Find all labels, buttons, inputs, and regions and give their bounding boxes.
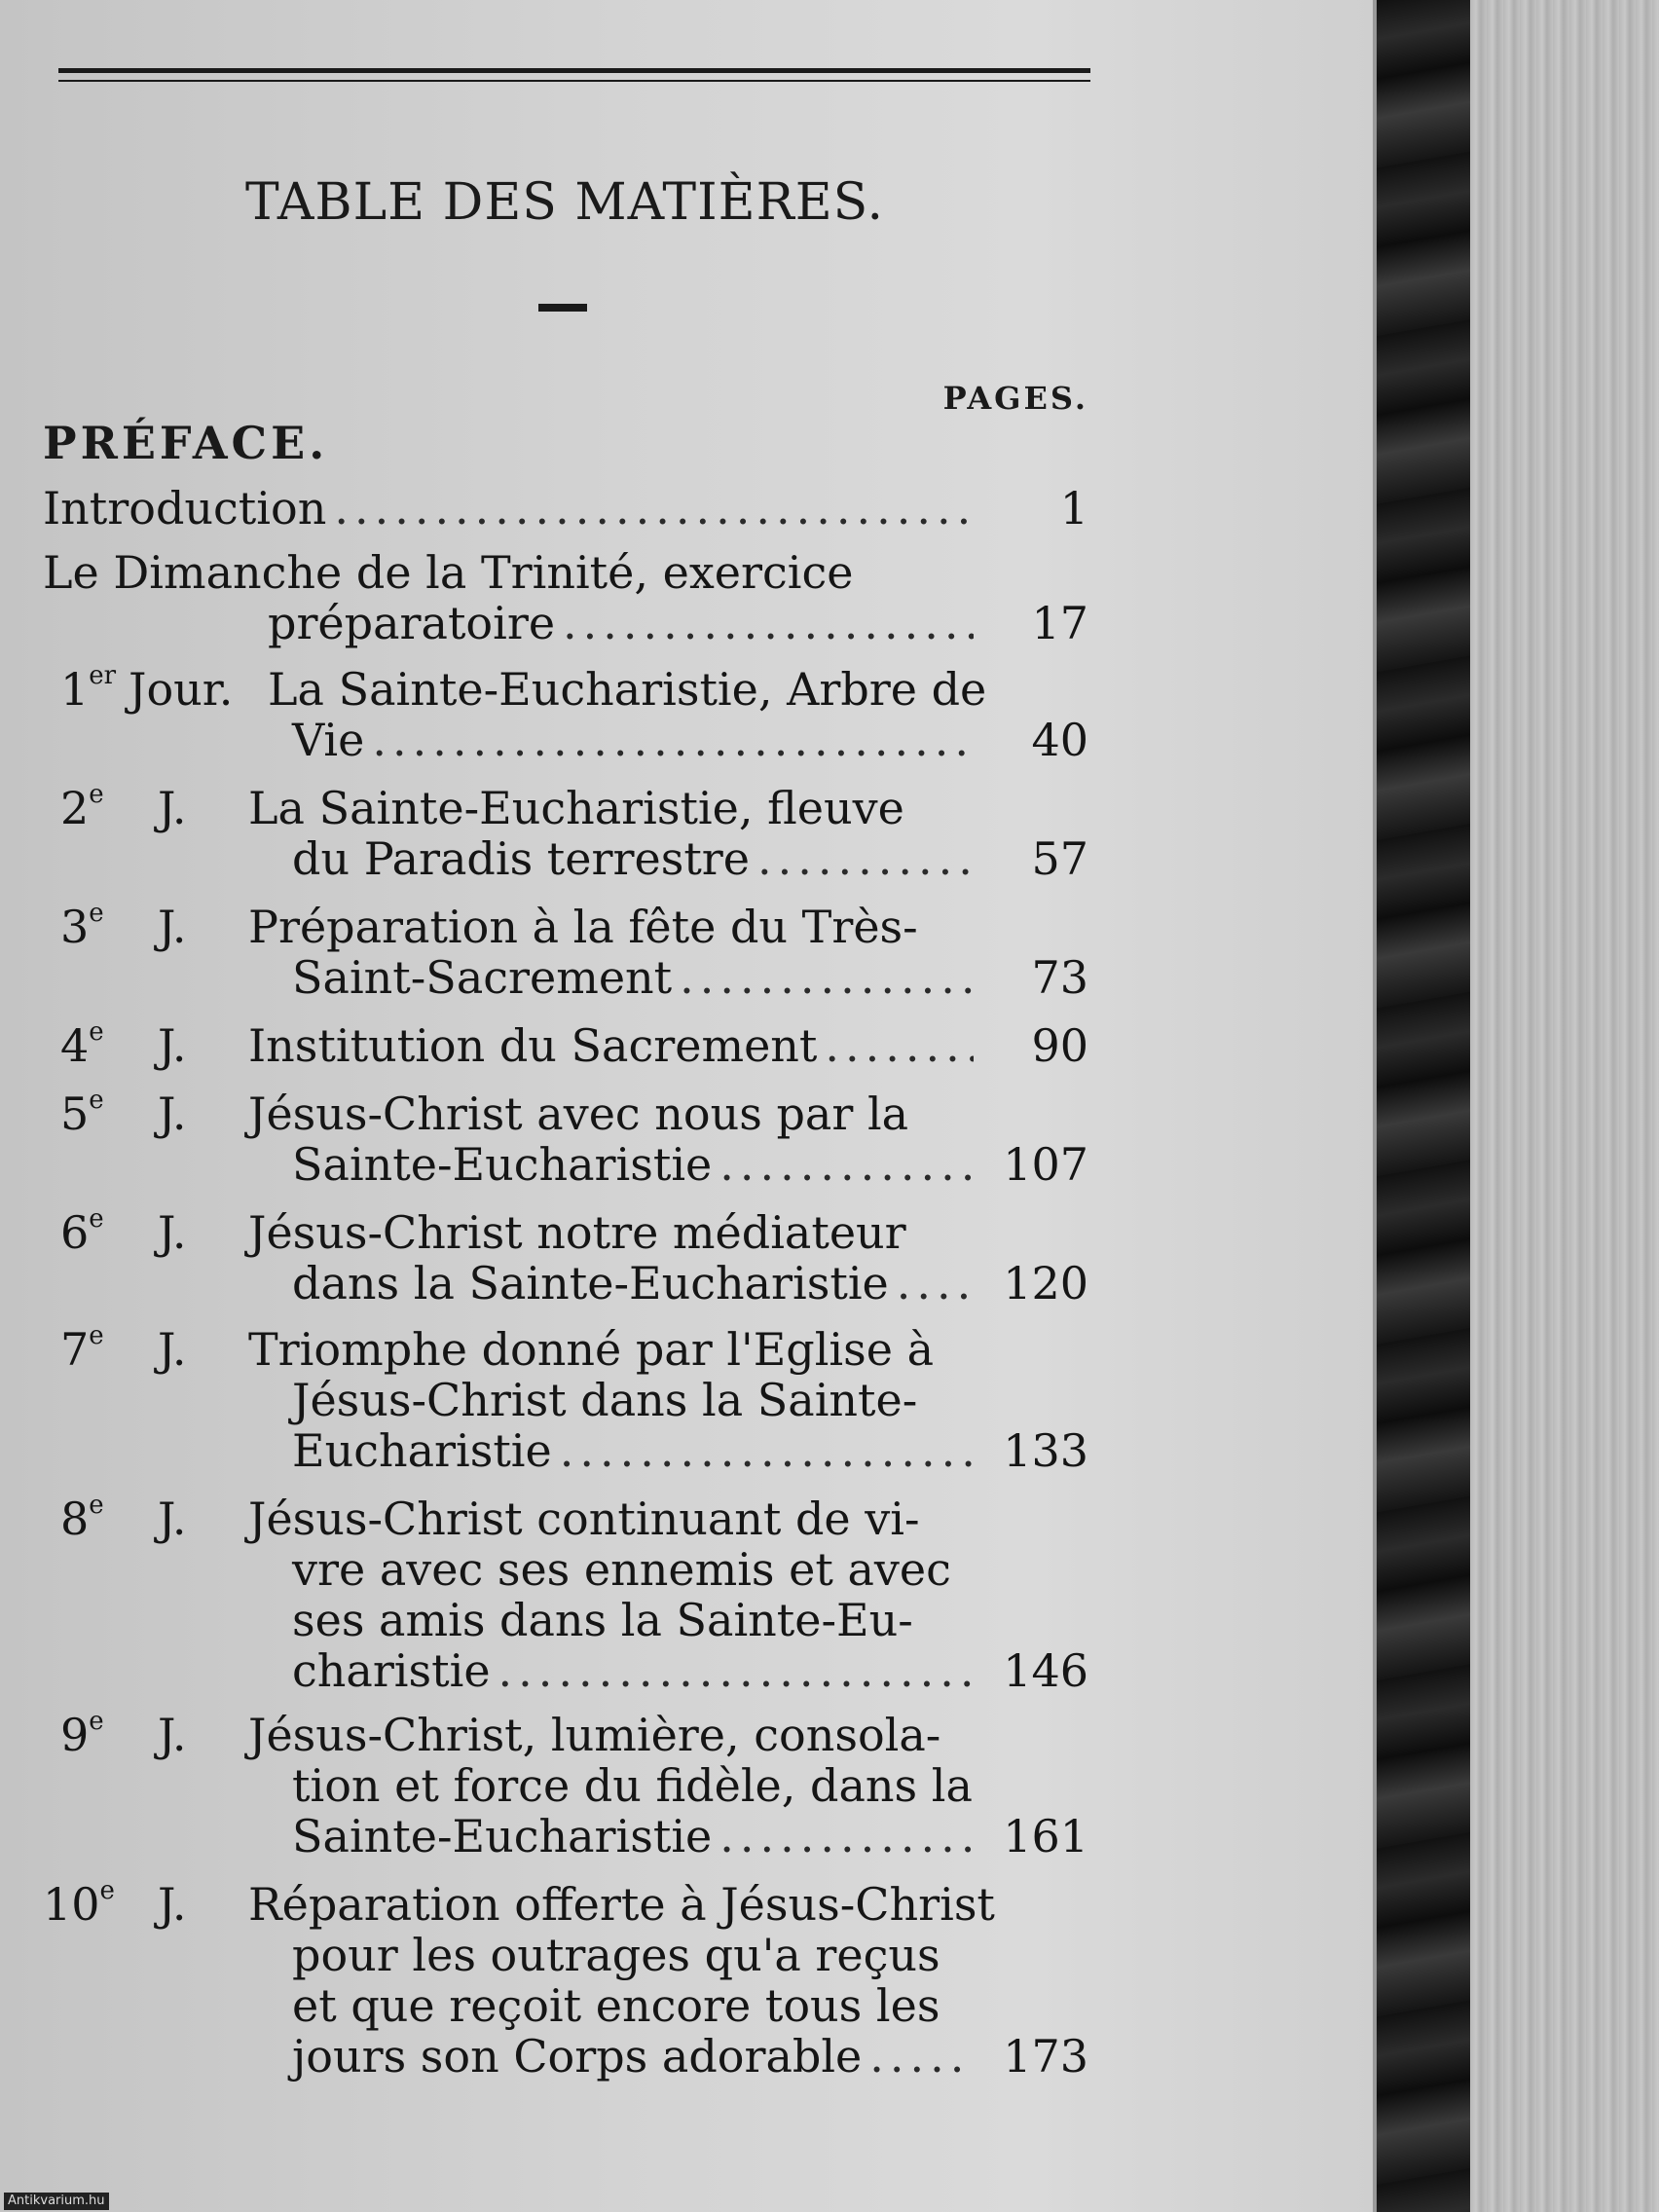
pages-column-label: PAGES. bbox=[942, 380, 1088, 417]
entry-title: Le Dimanche de la Trinité, exercice préparatoire ..... bbox=[43, 547, 983, 648]
entry-day-label: J. bbox=[158, 1206, 187, 1259]
dot-leader bbox=[757, 833, 974, 884]
entry-number: 8e bbox=[60, 1491, 104, 1545]
top-rule bbox=[58, 68, 1090, 73]
toc-entry bbox=[0, 1321, 1373, 1477]
toc-entry bbox=[0, 483, 1373, 534]
toc-entry bbox=[0, 1493, 1373, 1696]
cover-board bbox=[1470, 0, 1659, 2212]
book-spine bbox=[1373, 0, 1474, 2212]
toc-entry bbox=[0, 1876, 1373, 2083]
page-title: TABLE DES MATIÈRES. bbox=[245, 173, 884, 232]
entry-title: Introduction ..... bbox=[43, 483, 974, 534]
title-dash bbox=[538, 304, 587, 312]
entry-day-label: J. bbox=[158, 1878, 187, 1931]
entry-page-number: 57 bbox=[1031, 832, 1088, 885]
entry-day-label: J. bbox=[158, 1019, 187, 1072]
entry-title: Institution du Sacrement ..... bbox=[248, 1020, 974, 1071]
dot-leader bbox=[372, 715, 974, 765]
entry-page-number: 17 bbox=[1031, 597, 1088, 649]
watermark: Antikvarium.hu bbox=[4, 2193, 109, 2210]
toc-entry bbox=[0, 661, 1373, 766]
dot-leader bbox=[869, 2031, 974, 2082]
preface-heading: PRÉFACE. bbox=[43, 417, 329, 469]
entry-number: 5e bbox=[60, 1086, 104, 1140]
entry-day-label: J. bbox=[158, 1493, 187, 1545]
entry-title: La Sainte-Eucharistie, fleuve du Paradis terrestre ..... bbox=[248, 783, 983, 884]
entry-title: Triomphe donné par l'Eglise à Jésus-Christ dans la Sainte- Eucharistie ..... bbox=[248, 1324, 983, 1476]
entry-page-number: 161 bbox=[1003, 1810, 1088, 1862]
dot-leader bbox=[825, 1020, 974, 1071]
entry-number: 9e bbox=[60, 1707, 104, 1761]
entry-day-label: J. bbox=[158, 1088, 187, 1140]
entry-number: 6e bbox=[60, 1204, 104, 1259]
entry-number: 2e bbox=[60, 780, 104, 834]
toc-entry bbox=[0, 1204, 1373, 1309]
entry-title: Jésus-Christ, lumière, consola- tion et force du fidèle, dans la Sainte-Eucharistie ..... bbox=[248, 1710, 983, 1862]
toc-entry bbox=[0, 1017, 1373, 1072]
entry-number: 7e bbox=[60, 1321, 104, 1376]
toc-entry bbox=[0, 1707, 1373, 1862]
dot-leader bbox=[498, 1645, 974, 1696]
entry-page-number: 90 bbox=[1031, 1019, 1088, 1072]
entry-title: Jésus-Christ notre médiateur dans la Sainte-Eucharistie ..... bbox=[248, 1207, 983, 1309]
toc-entry bbox=[0, 1088, 1373, 1190]
entry-title: Jésus-Christ avec nous par la Sainte-Eucharistie ..... bbox=[248, 1088, 983, 1190]
entry-day-label: J. bbox=[158, 1323, 187, 1376]
toc-entry bbox=[0, 899, 1373, 1004]
dot-leader bbox=[334, 483, 974, 534]
entry-day-label: J. bbox=[158, 782, 187, 834]
entry-day-label: J. bbox=[158, 901, 187, 953]
entry-number: 3e bbox=[60, 899, 104, 953]
entry-page-number: 40 bbox=[1031, 714, 1088, 766]
entry-title: Jésus-Christ continuant de vi- vre avec ses ennemis et avec ses amis dans la Sainte-Eu- charistie ..... bbox=[248, 1493, 983, 1696]
dot-leader bbox=[680, 952, 974, 1003]
entry-day-label: Jour. bbox=[129, 663, 234, 716]
dot-leader bbox=[560, 1425, 974, 1476]
entry-page-number: 1 bbox=[1059, 482, 1088, 535]
entry-page-number: 146 bbox=[1003, 1644, 1088, 1697]
entry-number: 1er bbox=[60, 661, 117, 716]
entry-page-number: 107 bbox=[1003, 1138, 1088, 1191]
entry-title: La Sainte-Eucharistie, Arbre de Vie ..... bbox=[248, 664, 983, 765]
entry-title: Préparation à la fête du Très- Saint-Sacrement ..... bbox=[248, 902, 983, 1003]
entry-page-number: 173 bbox=[1003, 2030, 1088, 2083]
entry-page-number: 73 bbox=[1031, 951, 1088, 1004]
dot-leader bbox=[719, 1139, 974, 1190]
dot-leader bbox=[897, 1258, 974, 1309]
dot-leader bbox=[563, 598, 974, 648]
entry-number: 4e bbox=[60, 1017, 104, 1072]
entry-day-label: J. bbox=[158, 1709, 187, 1761]
entry-title: Réparation offerte à Jésus-Christ pour les outrages qu'a reçus et que reçoit encore tous les jours son Corps adorable ..... bbox=[248, 1879, 983, 2082]
toc-entry bbox=[0, 547, 1373, 648]
top-rule-thin bbox=[58, 80, 1090, 82]
dot-leader bbox=[719, 1811, 974, 1862]
toc-entry bbox=[0, 780, 1373, 885]
entry-page-number: 120 bbox=[1003, 1257, 1088, 1309]
entry-page-number: 133 bbox=[1003, 1424, 1088, 1477]
entry-number: 10e bbox=[43, 1876, 115, 1931]
